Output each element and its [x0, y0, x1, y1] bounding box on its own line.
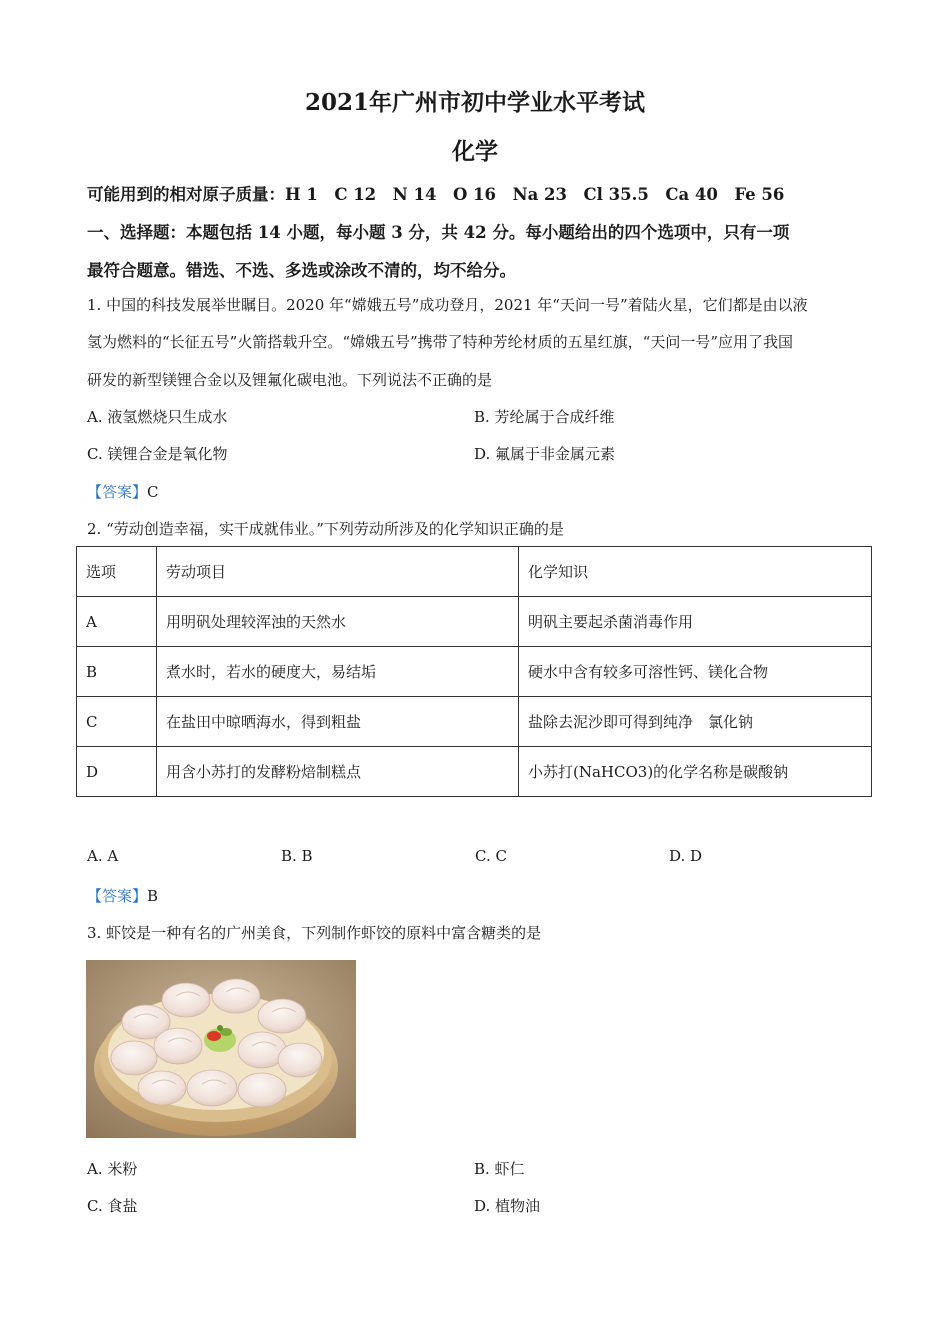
q2-option-c: C. C: [475, 847, 507, 865]
q1-option-b: B. 芳纶属于合成纤维: [474, 408, 615, 426]
q2-table: [76, 546, 872, 797]
table-cell: 在盐田中晾晒海水，得到粗盐: [157, 697, 519, 747]
table-header-row: [77, 547, 872, 597]
shrimp-dumpling-photo: [86, 960, 356, 1138]
table-cell: 明矾主要起杀菌消毒作用: [519, 597, 872, 647]
q1-option-c: C. 镁锂合金是氧化物: [87, 445, 228, 463]
atomic-masses: 可能用到的相对原子质量：H 1 C 12 N 14 O 16 Na 23 Cl 35.5 Ca 40 Fe 56: [87, 185, 785, 204]
answer-value: B: [147, 887, 159, 905]
section-intro-line2: 最符合题意。错选、不选、多选或涂改不清的，均不给分。: [87, 261, 516, 280]
answer-tag: 【答案】: [87, 887, 148, 905]
q1-answer: [87, 481, 159, 502]
q2-option-a: A. A: [87, 847, 119, 865]
table-cell: 小苏打(NaHCO3)的化学名称是碳酸钠: [519, 747, 872, 797]
q3-option-d: D. 植物油: [474, 1197, 541, 1215]
q1-stem-line2: 氢为燃料的“长征五号”火箭搭载升空。“嫦娥五号”携带了特种芳纶材质的五星红旗，“天问一号”应用了我国: [87, 333, 794, 351]
table-cell: C: [77, 697, 157, 747]
table-row: [77, 747, 872, 797]
q1-stem-line3: 研发的新型镁锂合金以及锂氟化碳电池。下列说法不正确的是: [87, 371, 493, 389]
table-cell: 用明矾处理较浑浊的天然水: [157, 597, 519, 647]
table-row: [77, 647, 872, 697]
q2-option-d: D. D: [669, 847, 703, 865]
table-header-cell: 化学知识: [519, 547, 872, 597]
answer-value: C: [147, 483, 159, 501]
table-cell: 盐除去泥沙即可得到纯净 氯化钠: [519, 697, 872, 747]
table-row: [77, 597, 872, 647]
q3-option-b: B. 虾仁: [474, 1160, 525, 1178]
q1-option-d: D. 氟属于非金属元素: [474, 445, 616, 463]
table-cell: D: [77, 747, 157, 797]
table-cell: 煮水时，若水的硬度大，易结垢: [157, 647, 519, 697]
table-row: [77, 697, 872, 747]
section-intro-line1: 一、选择题：本题包括 14 小题，每小题 3 分，共 42 分。每小题给出的四个选项中，只有一项: [87, 223, 790, 242]
table-cell: 硬水中含有较多可溶性钙、镁化合物: [519, 647, 872, 697]
table-cell: 用含小苏打的发酵粉焙制糕点: [157, 747, 519, 797]
subject-title: 化学: [452, 138, 498, 165]
q2-answer: [87, 885, 158, 906]
table-cell: A: [77, 597, 157, 647]
q1-option-a: A. 液氢燃烧只生成水: [87, 408, 228, 426]
table-cell: B: [77, 647, 157, 697]
q3-option-a: A. 米粉: [87, 1160, 138, 1178]
q1-stem-line1: 1. 中国的科技发展举世瞩目。2020 年“嫦娥五号”成功登月，2021 年“天问一号”着陆火星，它们都是由以液: [87, 296, 808, 314]
table-header-cell: 选项: [77, 547, 157, 597]
exam-title: 2021年广州市初中学业水平考试: [304, 89, 645, 116]
q2-stem: 2. “劳动创造幸福，实干成就伟业。”下列劳动所涉及的化学知识正确的是: [87, 520, 564, 538]
answer-tag: 【答案】: [87, 483, 148, 501]
q2-option-b: B. B: [281, 847, 313, 865]
table-header-cell: 劳动项目: [157, 547, 519, 597]
q3-option-c: C. 食盐: [87, 1197, 138, 1215]
q3-stem: 3. 虾饺是一种有名的广州美食，下列制作虾饺的原料中富含糖类的是: [87, 924, 542, 942]
